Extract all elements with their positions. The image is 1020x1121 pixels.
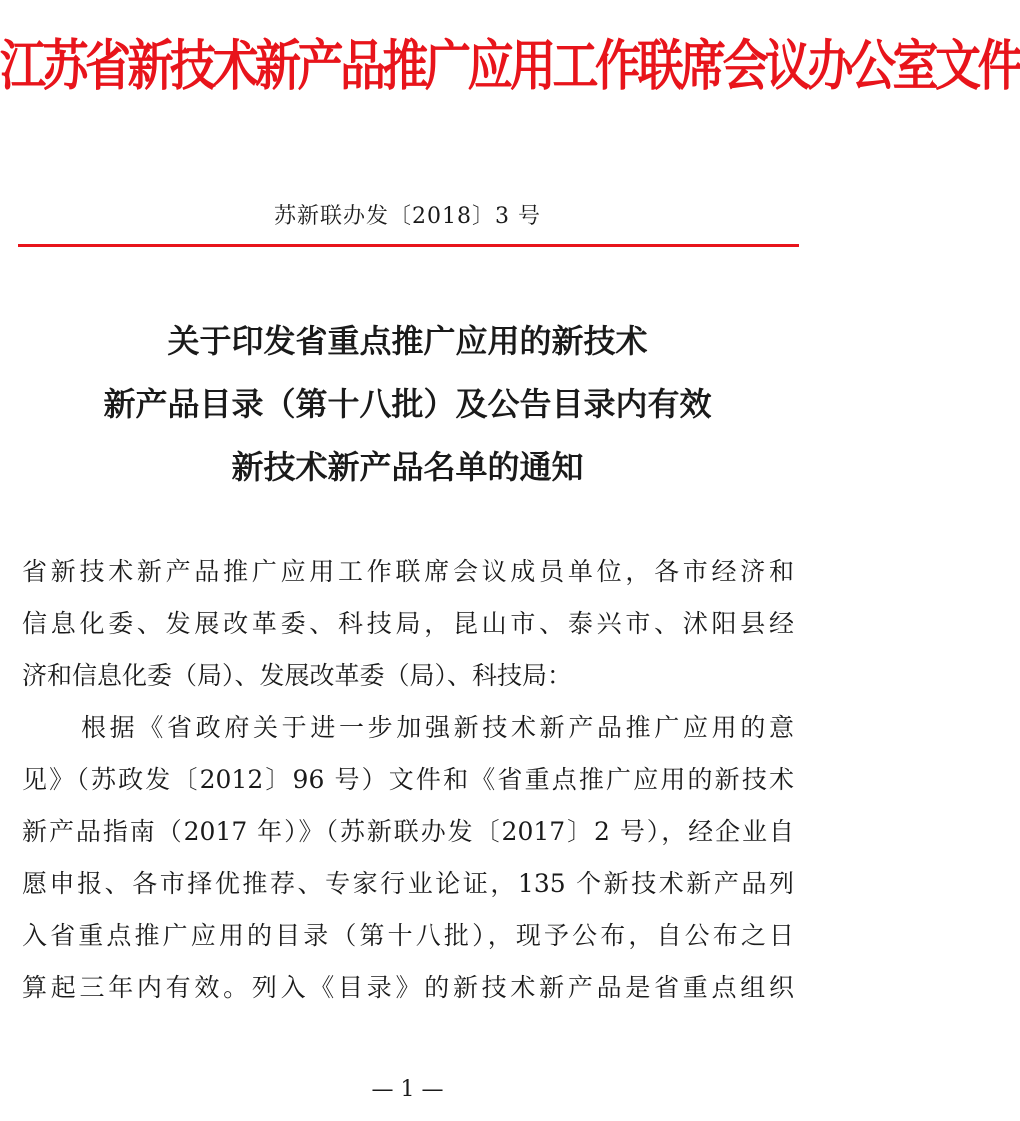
addressee-line-2: 信息化委、发展改革委、科技局，昆山市、泰兴市、沭阳县经 xyxy=(22,609,794,638)
document-title-line-2: 新产品目录（第十八批）及公告目录内有效 xyxy=(103,385,712,423)
addressee-line-3: 济和信息化委（局）、发展改革委（局）、科技局： xyxy=(22,661,573,690)
body-paragraph-line-6: 算起三年内有效。列入《目录》的新技术新产品是省重点组织 xyxy=(22,973,794,1002)
body-paragraph-line-1: 根据《省政府关于进一步加强新技术新产品推广应用的意 xyxy=(81,713,794,742)
document-title-line-1: 关于印发省重点推广应用的新技术 xyxy=(167,322,648,360)
document-title-line-3: 新技术新产品名单的通知 xyxy=(231,448,584,486)
document-masthead: 江苏省新技术新产品推广应用工作联席会议办公室文件 xyxy=(0,33,1020,98)
addressee-line-1: 省新技术新产品推广应用工作联席会议成员单位，各市经济和 xyxy=(22,557,794,586)
page-number: — 1 — xyxy=(371,1077,444,1102)
body-paragraph-line-5: 入省重点推广应用的目录（第十八批），现予公布，自公布之日 xyxy=(22,921,794,950)
document-number: 苏新联办发〔2018〕3 号 xyxy=(274,204,541,229)
body-paragraph-line-3: 新产品指南（2017 年）》（苏新联办发〔2017〕2 号），经企业自 xyxy=(22,817,794,846)
body-paragraph-line-4: 愿申报、各市择优推荐、专家行业论证，135 个新技术新产品列 xyxy=(22,869,794,898)
body-paragraph-line-2: 见》（苏政发〔2012〕96 号）文件和《省重点推广应用的新技术 xyxy=(22,765,794,794)
red-divider-rule xyxy=(18,244,799,247)
